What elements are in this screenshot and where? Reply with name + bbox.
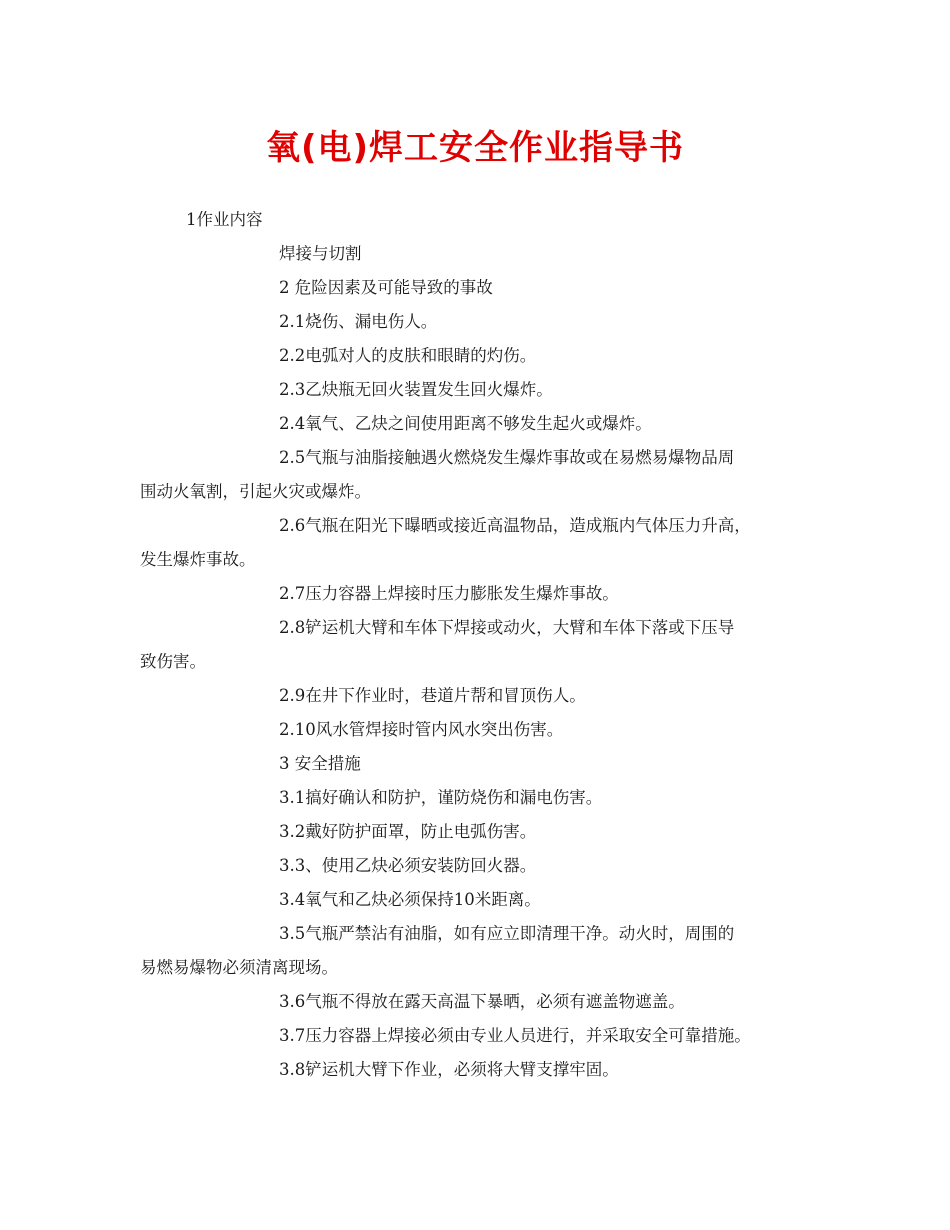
paragraph-line: 3.6气瓶不得放在露天高温下暴晒，必须有遮盖物遮盖。 <box>279 992 685 1011</box>
paragraph-line: 围动火氧割，引起火灾或爆炸。 <box>140 482 371 501</box>
paragraph-line: 2.10风水管焊接时管内风水突出伤害。 <box>279 720 564 739</box>
paragraph-line: 2.1烧伤、漏电伤人。 <box>279 312 438 331</box>
paragraph-line: 3.3、使用乙炔必须安装防回火器。 <box>279 856 537 875</box>
paragraph-line: 2.8铲运机大臂和车体下焊接或动火，大臂和车体下落或下压导 <box>279 618 735 637</box>
paragraph-line: 焊接与切割 <box>279 244 362 263</box>
paragraph-line: 2.9在井下作业时，巷道片帮和冒顶伤人。 <box>279 686 586 705</box>
paragraph-line: 3.7压力容器上焊接必须由专业人员进行，并采取安全可靠措施。 <box>279 1026 751 1045</box>
paragraph-line: 3.4氧气和乙炔必须保持10米距离。 <box>279 890 541 909</box>
paragraph-line: 2.6气瓶在阳光下曝晒或接近高温物品，造成瓶内气体压力升高， <box>279 516 751 535</box>
paragraph-line: 发生爆炸事故。 <box>140 550 256 569</box>
paragraph-line: 易燃易爆物必须清离现场。 <box>140 958 338 977</box>
document-title: 氧(电)焊工安全作业指导书 <box>265 128 685 168</box>
paragraph-line: 3.2戴好防护面罩，防止电弧伤害。 <box>279 822 537 841</box>
paragraph-line: 2.3乙炔瓶无回火装置发生回火爆炸。 <box>279 380 553 399</box>
paragraph-line: 3.5气瓶严禁沾有油脂，如有应立即清理干净。动火时，周围的 <box>279 924 735 943</box>
paragraph-line: 致伤害。 <box>140 652 206 671</box>
paragraph-line: 2.7压力容器上焊接时压力膨胀发生爆炸事故。 <box>279 584 619 603</box>
paragraph-line: 3.1搞好确认和防护，谨防烧伤和漏电伤害。 <box>279 788 603 807</box>
paragraph-line: 2.4氧气、乙炔之间使用距离不够发生起火或爆炸。 <box>279 414 652 433</box>
paragraph-line: 3.8铲运机大臂下作业，必须将大臂支撑牢固。 <box>279 1060 619 1079</box>
paragraph-line: 2.2电弧对人的皮肤和眼睛的灼伤。 <box>279 346 537 365</box>
section-heading: 1作业内容 <box>186 210 263 229</box>
paragraph-line: 2.5气瓶与油脂接触遇火燃烧发生爆炸事故或在易燃易爆物品周 <box>279 448 735 467</box>
section-heading: 2 危险因素及可能导致的事故 <box>279 278 493 297</box>
section-heading: 3 安全措施 <box>279 754 361 773</box>
